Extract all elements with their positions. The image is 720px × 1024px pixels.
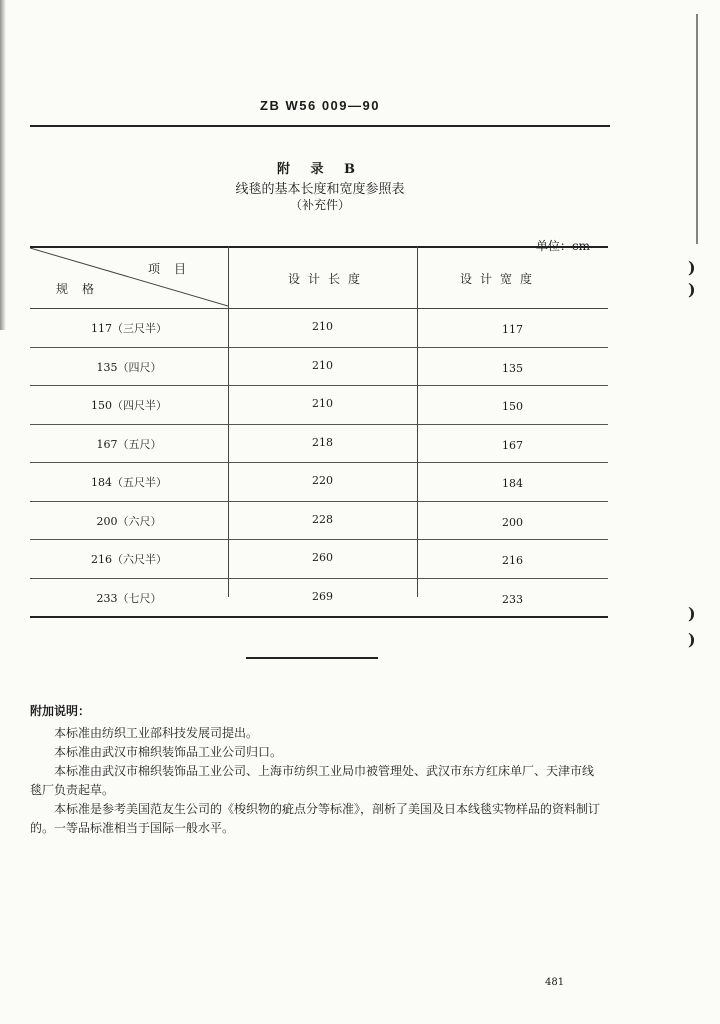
scan-mark: )	[688, 280, 696, 299]
table-row	[30, 348, 608, 387]
scan-mark: )	[688, 630, 696, 649]
length-cell: 220	[312, 474, 333, 487]
spec-cell: 117（三尺半）	[91, 322, 167, 335]
table-row	[30, 463, 608, 502]
header-rule	[30, 125, 610, 127]
width-cell: 167	[502, 438, 523, 452]
spec-cell: 167（五尺）	[96, 437, 162, 451]
scan-mark: )	[688, 604, 696, 623]
length-cell: 210	[312, 358, 333, 372]
additional-notes	[30, 702, 605, 838]
spec-cell: 216（六尺半）	[91, 553, 167, 566]
header-spec-label: 规格	[56, 282, 109, 296]
note-paragraph: 本标准由武汉市棉织装饰品工业公司归口。	[54, 745, 283, 759]
header-item-label: 项目	[148, 262, 201, 276]
table-row	[30, 540, 608, 579]
end-rule	[246, 657, 378, 659]
spec-cell: 135（四尺）	[96, 360, 162, 374]
width-cell: 216	[502, 554, 523, 567]
width-cell: 184	[502, 477, 523, 490]
scan-edge-right	[696, 14, 698, 244]
width-cell: 200	[502, 515, 523, 529]
diagonal-header-cell	[30, 248, 228, 308]
scan-mark: )	[688, 258, 696, 277]
header-design-width: 设计宽度	[460, 272, 541, 286]
column-divider	[417, 246, 418, 597]
supplement-label: （补充件）	[289, 198, 350, 212]
table-row	[30, 386, 608, 425]
note-paragraph: 本标准是参考美国范友生公司的《梭织物的疵点分等标准》，剖析了美国及日本线毯实物样品的资料制订的。一等品标准相当于国际一般水平。	[30, 802, 601, 835]
reference-table	[30, 246, 608, 618]
table-row	[30, 425, 608, 464]
table-row	[30, 309, 608, 348]
document-code: ZB W56 009—90	[260, 98, 380, 113]
column-divider	[228, 246, 229, 597]
width-cell: 150	[502, 400, 523, 413]
spec-cell: 184（五尺半）	[91, 476, 167, 489]
table-header	[30, 246, 608, 309]
length-cell: 260	[312, 551, 333, 564]
table-row	[30, 502, 608, 541]
spec-cell: 150（四尺半）	[91, 399, 167, 412]
note-paragraph: 本标准由纺织工业部科技发展司提出。	[54, 726, 259, 740]
appendix-title: 附 录 B	[276, 162, 364, 177]
unit-label: 单位：cm	[535, 239, 590, 253]
width-cell: 233	[502, 592, 523, 606]
length-cell: 269	[312, 589, 333, 603]
note-paragraph: 本标准由武汉市棉织装饰品工业公司、上海市纺织工业局巾被管理处、武汉市东方红床单厂、天津市线毯厂负责起草。	[30, 764, 595, 797]
notes-title: 附加说明：	[30, 704, 91, 718]
table-row	[30, 579, 608, 619]
page-number: 481	[545, 977, 565, 988]
diagonal-line	[30, 248, 228, 308]
length-cell: 218	[312, 435, 333, 449]
length-cell: 228	[312, 512, 333, 526]
table-title: 线毯的基本长度和宽度参照表	[235, 182, 405, 197]
width-cell: 135	[502, 361, 523, 375]
header-design-length: 设计长度	[288, 272, 369, 286]
length-cell: 210	[312, 320, 333, 333]
width-cell: 117	[502, 323, 523, 336]
table-body	[30, 309, 608, 618]
spec-cell: 233（七尺）	[96, 591, 162, 605]
spec-cell: 200（六尺）	[96, 514, 162, 528]
length-cell: 210	[312, 397, 333, 410]
